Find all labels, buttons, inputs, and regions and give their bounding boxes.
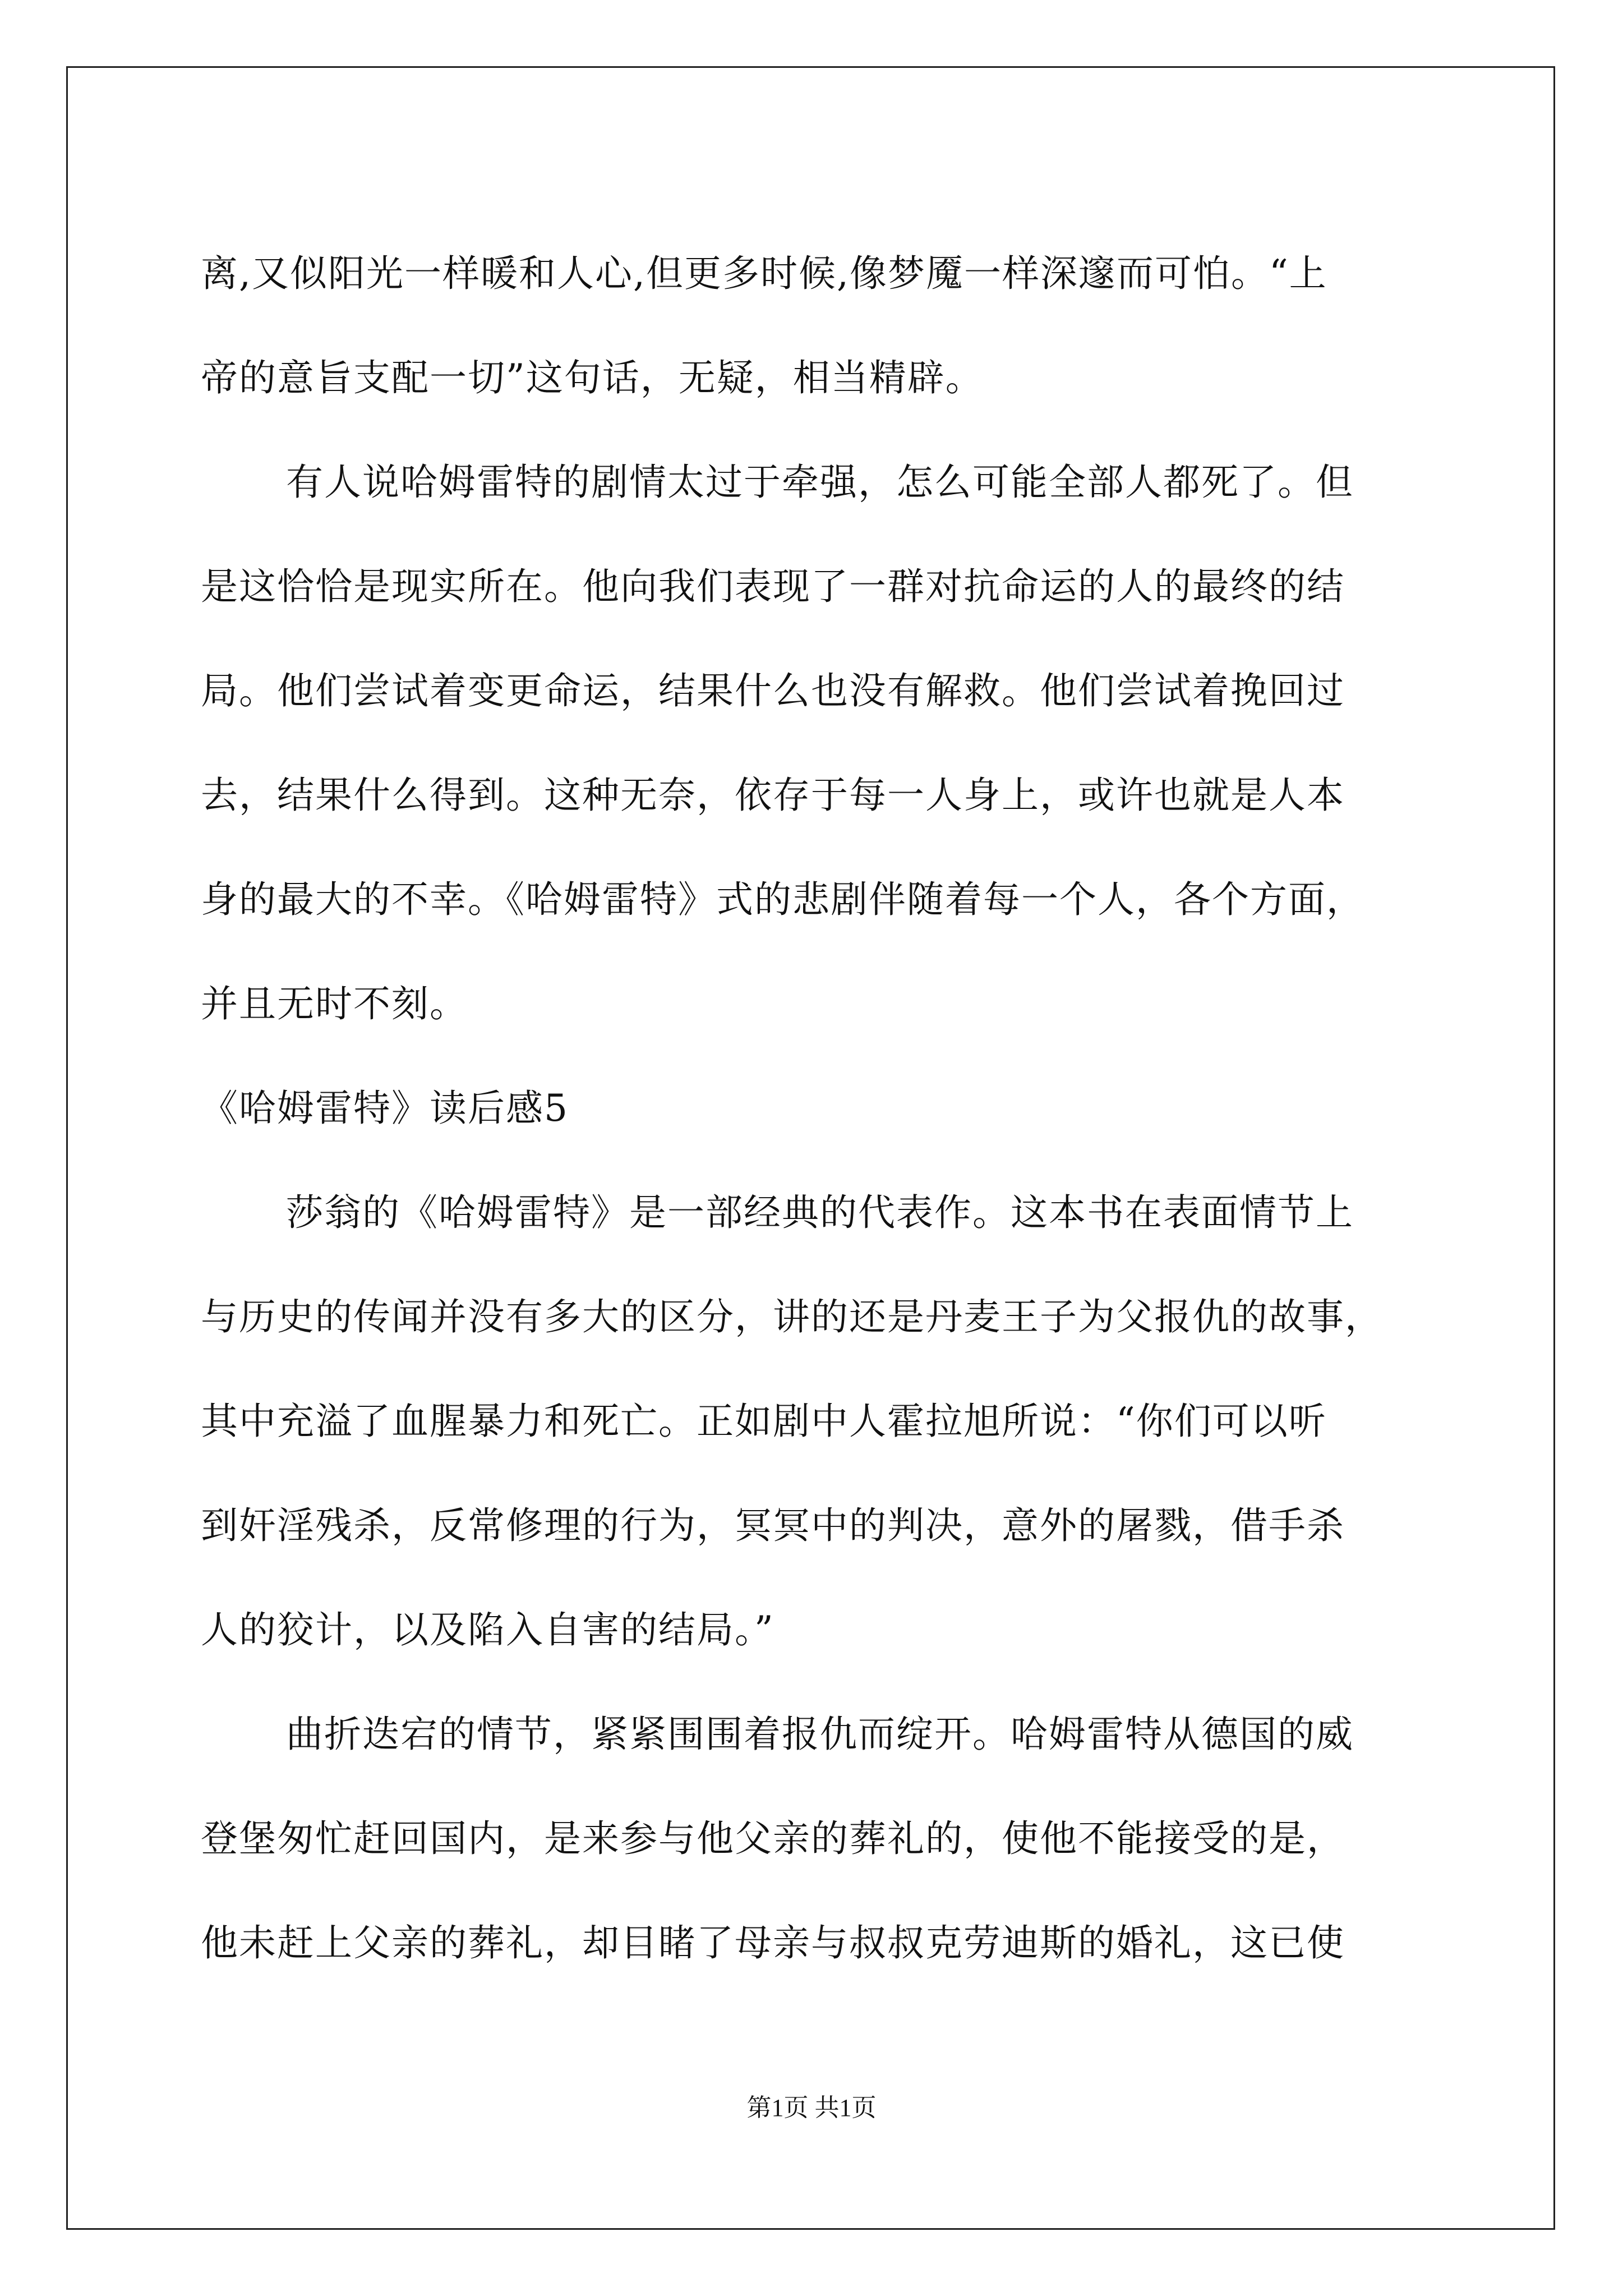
- page-number-footer: 第1页 共1页: [746, 2094, 877, 2122]
- text-line: 并且无时不刻。: [201, 982, 468, 1025]
- text-line: 到奸淫残杀，反常修理的行为，冥冥中的判决，意外的屠戮，借手杀: [201, 1504, 1345, 1547]
- text-line: 莎翁的《哈姆雷特》是一部经典的代表作。这本书在表面情节上: [286, 1191, 1354, 1234]
- text-line: 去，结果什么得到。这种无奈，依存于每一人身上，或许也就是人本: [201, 774, 1345, 817]
- text-line: 曲折迭宕的情节，紧紧围围着报仇而绽开。哈姆雷特从德国的威: [286, 1713, 1354, 1756]
- text-line: 局。他们尝试着变更命运，结果什么也没有解救。他们尝试着挽回过: [201, 669, 1345, 712]
- document-body: [201, 222, 1429, 1995]
- text-line: 有人说哈姆雷特的剧情太过于牵强，怎么可能全部人都死了。但: [286, 461, 1354, 504]
- text-line: 是这恰恰是现实所在。他向我们表现了一群对抗命运的人的最终的结: [201, 565, 1345, 608]
- text-line: 人的狡计，以及陷入自害的结局。”: [201, 1608, 774, 1651]
- text-line: 离,又似阳光一样暖和人心,但更多时候,像梦魇一样深邃而可怕。“上: [201, 252, 1327, 295]
- text-line: 他未赶上父亲的葬礼，却目睹了母亲与叔叔克劳迪斯的婚礼，这已使: [201, 1921, 1345, 1964]
- text-line: 登堡匆忙赶回国内，是来参与他父亲的葬礼的，使他不能接受的是，: [201, 1817, 1345, 1860]
- text-line: 其中充溢了血腥暴力和死亡。正如剧中人霍拉旭所说：“你们可以听: [201, 1400, 1327, 1443]
- text-line: 帝的意旨支配一切”这句话，无疑，相当精辟。: [201, 356, 984, 399]
- text-line: 身的最大的不幸。《哈姆雷特》式的悲剧伴随着每一个人，各个方面，: [201, 878, 1364, 921]
- section-heading: 《哈姆雷特》读后感5: [201, 1087, 569, 1130]
- text-line: 与历史的传闻并没有多大的区分，讲的还是丹麦王子为父报仇的故事，: [201, 1295, 1383, 1338]
